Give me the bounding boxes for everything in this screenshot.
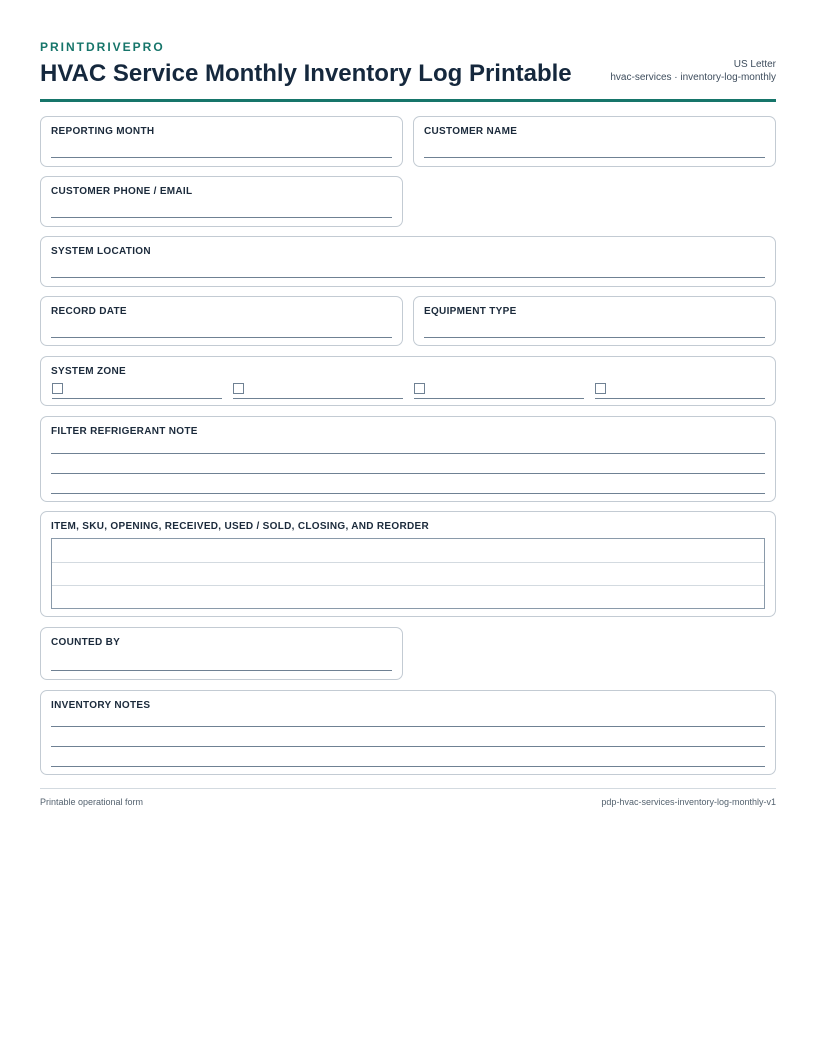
system-zone-field bbox=[40, 356, 776, 406]
system-location-field[interactable] bbox=[40, 236, 776, 287]
checkbox[interactable] bbox=[52, 383, 63, 394]
system-zone-option-1 bbox=[52, 383, 222, 399]
note-line[interactable] bbox=[51, 493, 765, 494]
note-line[interactable] bbox=[51, 746, 765, 747]
option-line[interactable] bbox=[233, 398, 403, 399]
customer-contact-label: CUSTOMER PHONE / EMAIL bbox=[51, 186, 193, 197]
counted-by-label: COUNTED BY bbox=[51, 637, 121, 648]
note-line[interactable] bbox=[51, 726, 765, 727]
customer-name-field[interactable] bbox=[413, 116, 776, 167]
footer-right: pdp-hvac-services-inventory-log-monthly-v1 bbox=[601, 797, 776, 807]
reporting-month-field[interactable] bbox=[40, 116, 403, 167]
record-date-label: RECORD DATE bbox=[51, 306, 127, 317]
filter-refrigerant-note-field[interactable] bbox=[40, 416, 776, 502]
checkbox[interactable] bbox=[595, 383, 606, 394]
page-header bbox=[40, 40, 776, 102]
customer-contact-field[interactable] bbox=[40, 176, 403, 227]
footer-left: Printable operational form bbox=[40, 797, 144, 807]
reporting-month-line[interactable] bbox=[51, 157, 392, 158]
record-date-field[interactable] bbox=[40, 296, 403, 346]
footer-rule bbox=[40, 788, 776, 789]
brand-name: PRINTDRIVEPRO bbox=[40, 40, 165, 54]
option-line[interactable] bbox=[52, 398, 222, 399]
note-line[interactable] bbox=[51, 473, 765, 474]
page-meta bbox=[610, 58, 776, 88]
equipment-type-label: EQUIPMENT TYPE bbox=[424, 306, 517, 317]
header-rule bbox=[40, 99, 776, 102]
customer-contact-line[interactable] bbox=[51, 217, 392, 218]
option-line[interactable] bbox=[414, 398, 584, 399]
system-zone-option-3 bbox=[414, 383, 584, 399]
customer-name-line[interactable] bbox=[424, 157, 765, 158]
inventory-notes-field[interactable] bbox=[40, 690, 776, 775]
checkbox[interactable] bbox=[414, 383, 425, 394]
inventory-table-grid[interactable] bbox=[51, 538, 765, 609]
page-title: HVAC Service Monthly Inventory Log Printable bbox=[40, 60, 572, 87]
category-path: hvac-services · inventory-log-monthly bbox=[610, 72, 776, 83]
counted-by-field[interactable] bbox=[40, 627, 403, 680]
customer-name-label: CUSTOMER NAME bbox=[424, 126, 518, 137]
table-row-divider bbox=[52, 562, 764, 563]
system-location-label: SYSTEM LOCATION bbox=[51, 246, 151, 257]
filter-refrigerant-note-label: FILTER REFRIGERANT NOTE bbox=[51, 426, 198, 437]
equipment-type-field[interactable] bbox=[413, 296, 776, 346]
option-line[interactable] bbox=[595, 398, 765, 399]
note-line[interactable] bbox=[51, 766, 765, 767]
reporting-month-label: REPORTING MONTH bbox=[51, 126, 155, 137]
equipment-type-line[interactable] bbox=[424, 337, 765, 338]
inventory-notes-label: INVENTORY NOTES bbox=[51, 700, 151, 711]
header-row bbox=[40, 58, 776, 88]
inventory-table-field bbox=[40, 511, 776, 617]
record-date-line[interactable] bbox=[51, 337, 392, 338]
counted-by-line[interactable] bbox=[51, 670, 392, 671]
checkbox[interactable] bbox=[233, 383, 244, 394]
system-zone-option-4 bbox=[595, 383, 765, 399]
system-zone-option-2 bbox=[233, 383, 403, 399]
note-line[interactable] bbox=[51, 453, 765, 454]
system-zone-label: SYSTEM ZONE bbox=[51, 366, 126, 377]
paper-size: US Letter bbox=[733, 59, 776, 70]
table-row-divider bbox=[52, 585, 764, 586]
inventory-table-label: ITEM, SKU, OPENING, RECEIVED, USED / SOLD, CLOSING, AND REORDER bbox=[51, 521, 430, 532]
system-location-line[interactable] bbox=[51, 277, 765, 278]
